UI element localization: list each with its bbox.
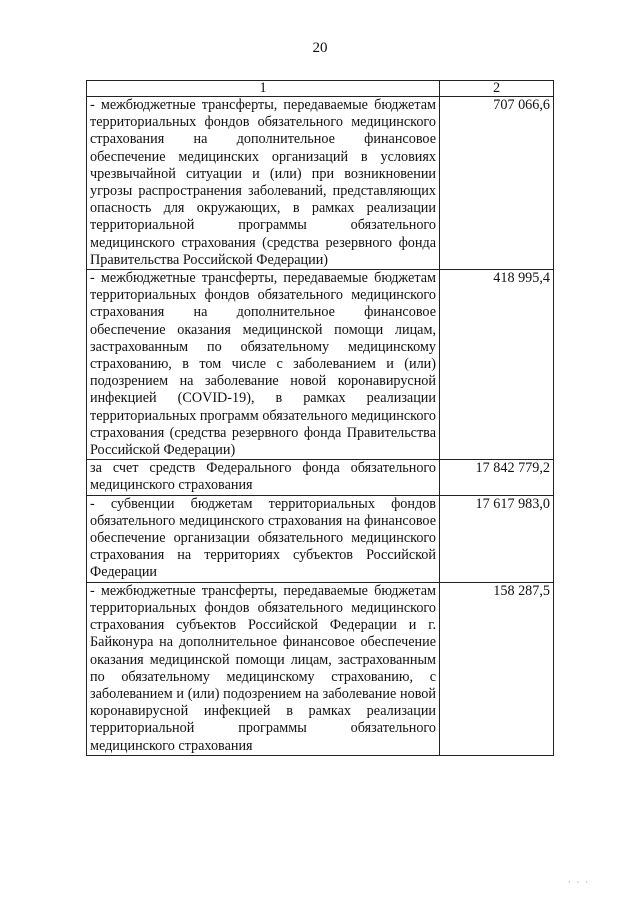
table-row xyxy=(87,495,554,582)
row-description xyxy=(87,495,440,582)
table-row xyxy=(87,460,554,495)
table-row xyxy=(87,97,554,270)
budget-table xyxy=(86,80,554,756)
table-row xyxy=(87,270,554,460)
row-description-text: за счет средств Федерального фонда обязательного медицинского страхования xyxy=(90,460,436,494)
row-description xyxy=(87,582,440,755)
row-value: 418 995,4 xyxy=(440,270,554,460)
column-header-2: 2 xyxy=(440,81,554,97)
row-value: 707 066,6 xyxy=(440,97,554,270)
row-description-text: - субвенции бюджетам территориальных фондов обязательного медицинского страхования на финансовое обеспечение организации обязательного медицинского страхования на территориях субъектов Российской Федерации xyxy=(90,495,436,581)
row-description-text: - межбюджетные трансферты, передаваемые бюджетам территориальных фондов обязательного медицинского страхования субъектов Российской Федерации и г. Байконура на дополнительное финансовое обеспечение оказания медицинской помощи лицам, застрахованным по обязательному медицинскому страхованию, с заболеванием и (или) подозрением на заболевание новой коронавирусной инфекцией в рамках реализации территориальной программы обязательного медицинского страхования xyxy=(90,582,436,754)
scan-mark: · · · xyxy=(568,878,590,887)
row-value: 158 287,5 xyxy=(440,582,554,755)
column-header-1: 1 xyxy=(87,81,440,97)
table-header-row xyxy=(87,81,554,97)
row-description-text: - межбюджетные трансферты, передаваемые бюджетам территориальных фондов обязательного медицинского страхования на дополнительное финансовое обеспечение медицинских организаций в условиях чрезвычайной ситуации и (или) при возникновении угрозы распространения заболеваний, представляющих опасность для окружающих, в рамках реализации территориальной программы обязательного медицинского страхования (средства резервного фонда Правительства Российской Федерации) xyxy=(90,97,436,268)
row-description xyxy=(87,97,440,270)
row-description-text: - межбюджетные трансферты, передаваемые бюджетам территориальных фондов обязательного медицинского страхования на дополнительное финансовое обеспечение оказания медицинской помощи лицам, застрахованным по обязательному медицинскому страхованию, в том числе с заболеванием и (или) подозрением на заболевание новой коронавирусной инфекцией (COVID-19), в рамках реализации территориальных программ обязательного медицинского страхования (средства резервного фонда Правительства Российской Федерации) xyxy=(90,270,436,459)
table-row xyxy=(87,582,554,755)
page-number: 20 xyxy=(312,40,328,56)
row-value: 17 617 983,0 xyxy=(440,495,554,582)
row-description xyxy=(87,270,440,460)
row-value: 17 842 779,2 xyxy=(440,460,554,495)
row-description xyxy=(87,460,440,495)
